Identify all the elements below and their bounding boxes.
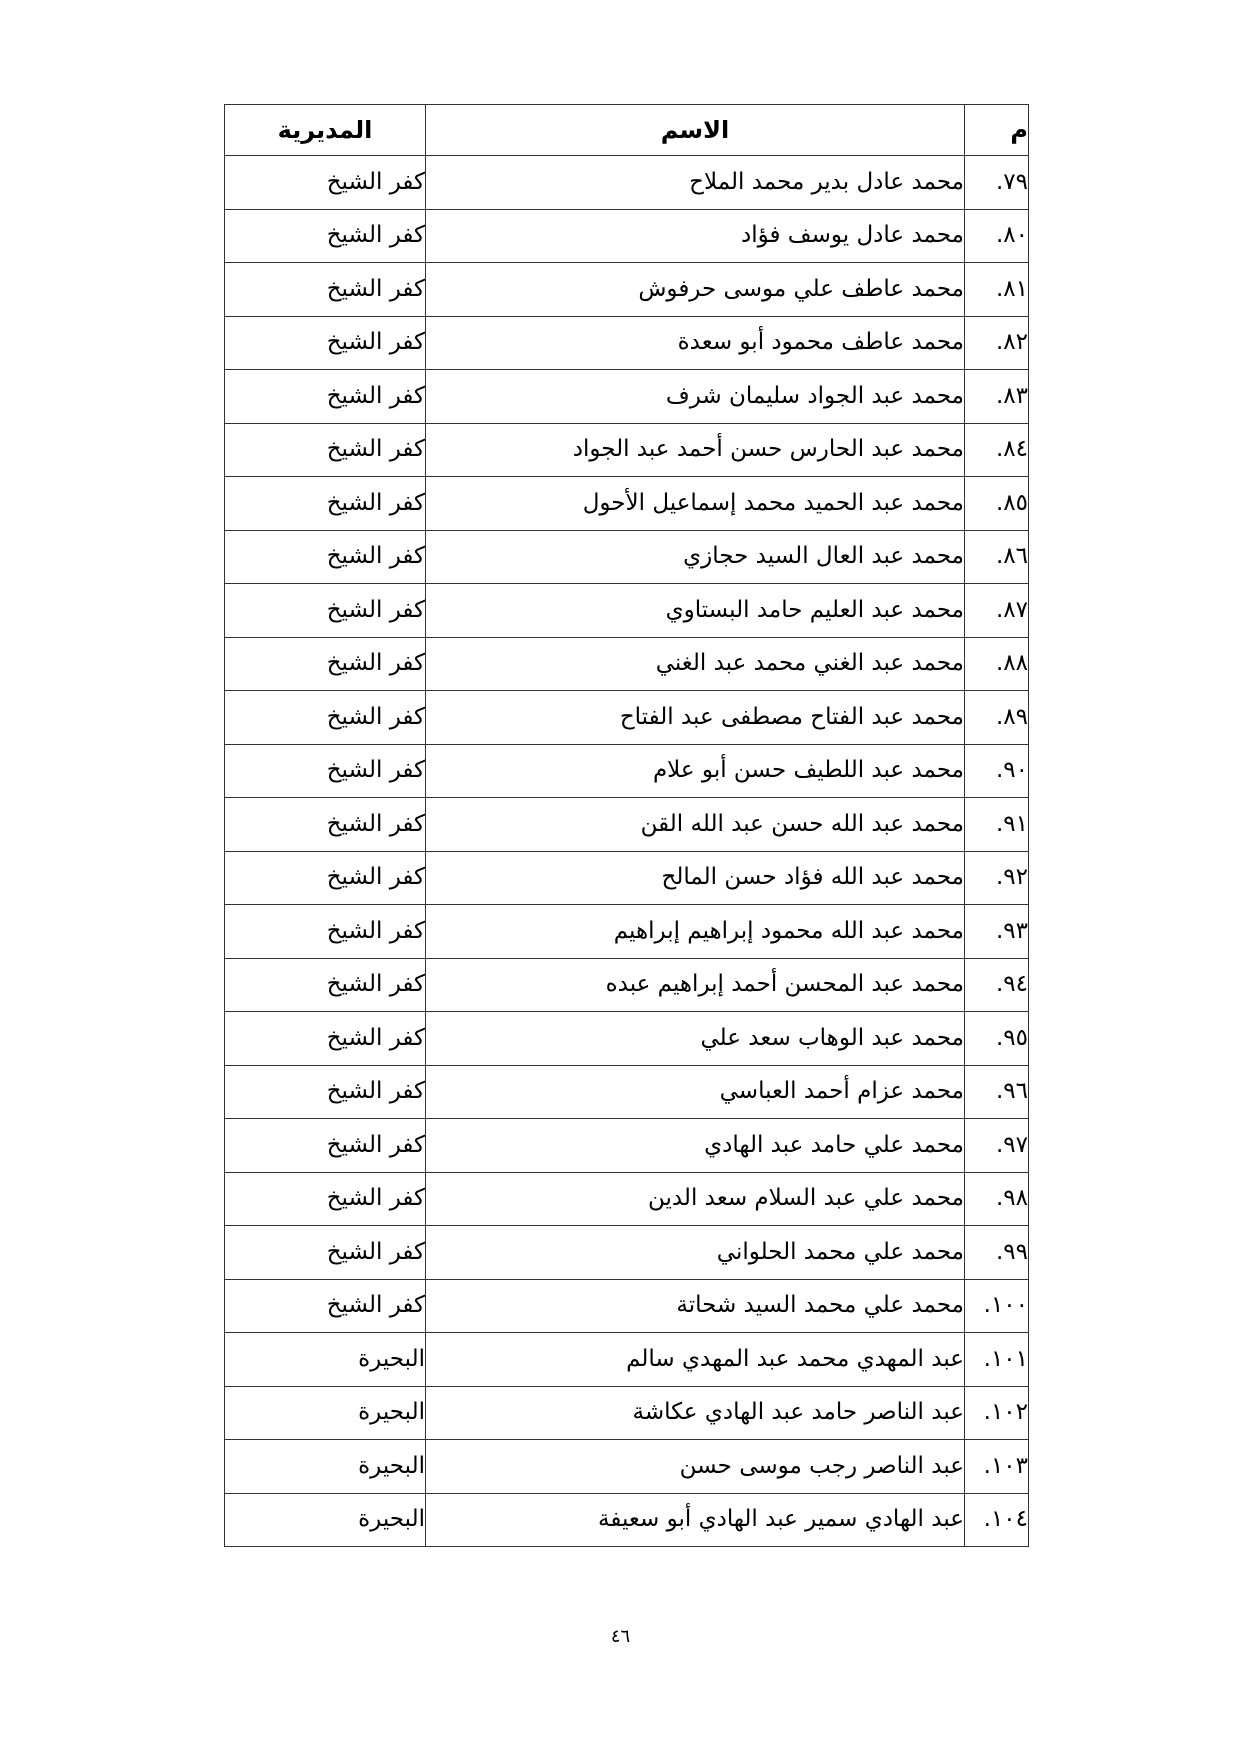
page-number: ٤٦ [610, 1626, 631, 1647]
row-directorate: كفر الشيخ [225, 637, 426, 691]
row-number: ٨٢. [965, 316, 1029, 370]
table-row [225, 798, 1029, 852]
table-row [225, 530, 1029, 584]
row-name: محمد عاطف علي موسى حرفوش [426, 263, 965, 317]
header-name: الاسم [426, 105, 965, 156]
row-name: محمد عادل يوسف فؤاد [426, 209, 965, 263]
table-header-row [225, 105, 1029, 156]
row-number: ١٠٢. [965, 1386, 1029, 1440]
row-number: ٩٧. [965, 1119, 1029, 1173]
row-name: محمد عبد العليم حامد البستاوي [426, 584, 965, 638]
row-directorate: كفر الشيخ [225, 1065, 426, 1119]
table-row [225, 691, 1029, 745]
row-directorate: كفر الشيخ [225, 958, 426, 1012]
table-row [225, 1065, 1029, 1119]
table-row [225, 370, 1029, 424]
table-row [225, 1119, 1029, 1173]
row-directorate: كفر الشيخ [225, 209, 426, 263]
row-name: عبد المهدي محمد عبد المهدي سالم [426, 1333, 965, 1387]
table-row [225, 1333, 1029, 1387]
table-row [225, 423, 1029, 477]
table-row [225, 1226, 1029, 1280]
table-row [225, 263, 1029, 317]
row-number: ٨٧. [965, 584, 1029, 638]
row-number: ١٠١. [965, 1333, 1029, 1387]
row-name: محمد عبد اللطيف حسن أبو علام [426, 744, 965, 798]
row-name: محمد عبد الجواد سليمان شرف [426, 370, 965, 424]
table-row [225, 477, 1029, 531]
row-number: ٩٩. [965, 1226, 1029, 1280]
table-row [225, 1493, 1029, 1547]
row-number: ٩١. [965, 798, 1029, 852]
row-directorate: كفر الشيخ [225, 1279, 426, 1333]
row-number: ١٠٣. [965, 1440, 1029, 1494]
row-number: ٩٢. [965, 851, 1029, 905]
row-directorate: كفر الشيخ [225, 905, 426, 959]
row-directorate: كفر الشيخ [225, 691, 426, 745]
row-name: محمد عبد المحسن أحمد إبراهيم عبده [426, 958, 965, 1012]
row-number: ٨٨. [965, 637, 1029, 691]
table-row [225, 958, 1029, 1012]
row-name: محمد عبد الحميد محمد إسماعيل الأحول [426, 477, 965, 531]
row-name: محمد عبد الله حسن عبد الله القن [426, 798, 965, 852]
row-directorate: كفر الشيخ [225, 1172, 426, 1226]
row-name: محمد علي عبد السلام سعد الدين [426, 1172, 965, 1226]
table-row [225, 851, 1029, 905]
row-name: عبد الناصر رجب موسى حسن [426, 1440, 965, 1494]
row-directorate: كفر الشيخ [225, 1012, 426, 1066]
row-name: عبد الهادي سمير عبد الهادي أبو سعيفة [426, 1493, 965, 1547]
table-row [225, 209, 1029, 263]
table-row [225, 316, 1029, 370]
row-number: ٨٠. [965, 209, 1029, 263]
row-name: محمد عبد الحارس حسن أحمد عبد الجواد [426, 423, 965, 477]
row-directorate: كفر الشيخ [225, 744, 426, 798]
header-directorate: المديرية [225, 105, 426, 156]
row-directorate: كفر الشيخ [225, 316, 426, 370]
row-name: محمد عبد الله فؤاد حسن المالح [426, 851, 965, 905]
row-directorate: البحيرة [225, 1333, 426, 1387]
table-row [225, 156, 1029, 210]
table-row [225, 1440, 1029, 1494]
row-directorate: البحيرة [225, 1440, 426, 1494]
row-name: عبد الناصر حامد عبد الهادي عكاشة [426, 1386, 965, 1440]
row-name: محمد علي محمد الحلواني [426, 1226, 965, 1280]
table-row [225, 1012, 1029, 1066]
row-number: ٨٤. [965, 423, 1029, 477]
row-name: محمد عبد الوهاب سعد علي [426, 1012, 965, 1066]
row-name: محمد عبد العال السيد حجازي [426, 530, 965, 584]
table-row [225, 744, 1029, 798]
row-directorate: كفر الشيخ [225, 851, 426, 905]
row-number: ٩٣. [965, 905, 1029, 959]
row-directorate: البحيرة [225, 1493, 426, 1547]
row-number: ٩٠. [965, 744, 1029, 798]
row-number: ٩٥. [965, 1012, 1029, 1066]
row-number: ٩٨. [965, 1172, 1029, 1226]
row-number: ٨٦. [965, 530, 1029, 584]
row-directorate: البحيرة [225, 1386, 426, 1440]
row-number: ٩٦. [965, 1065, 1029, 1119]
row-directorate: كفر الشيخ [225, 477, 426, 531]
table-row [225, 905, 1029, 959]
row-name: محمد عاطف محمود أبو سعدة [426, 316, 965, 370]
row-number: ٩٤. [965, 958, 1029, 1012]
names-table [224, 104, 1029, 1547]
row-number: ٨٥. [965, 477, 1029, 531]
row-directorate: كفر الشيخ [225, 1226, 426, 1280]
row-number: ٧٩. [965, 156, 1029, 210]
row-directorate: كفر الشيخ [225, 370, 426, 424]
table-row [225, 1386, 1029, 1440]
header-number: م [965, 105, 1029, 156]
row-name: محمد علي حامد عبد الهادي [426, 1119, 965, 1173]
row-number: ١٠٤. [965, 1493, 1029, 1547]
table-row [225, 637, 1029, 691]
table-row [225, 1279, 1029, 1333]
row-directorate: كفر الشيخ [225, 530, 426, 584]
table-body [225, 156, 1029, 1547]
row-directorate: كفر الشيخ [225, 423, 426, 477]
row-name: محمد عزام أحمد العباسي [426, 1065, 965, 1119]
row-directorate: كفر الشيخ [225, 156, 426, 210]
row-directorate: كفر الشيخ [225, 584, 426, 638]
row-number: ٨٩. [965, 691, 1029, 745]
row-name: محمد عبد الغني محمد عبد الغني [426, 637, 965, 691]
row-directorate: كفر الشيخ [225, 1119, 426, 1173]
table-row [225, 584, 1029, 638]
row-name: محمد عبد الفتاح مصطفى عبد الفتاح [426, 691, 965, 745]
row-directorate: كفر الشيخ [225, 798, 426, 852]
row-number: ٨٣. [965, 370, 1029, 424]
table-row [225, 1172, 1029, 1226]
row-number: ٨١. [965, 263, 1029, 317]
row-name: محمد علي محمد السيد شحاتة [426, 1279, 965, 1333]
row-name: محمد عادل بدير محمد الملاح [426, 156, 965, 210]
row-directorate: كفر الشيخ [225, 263, 426, 317]
row-name: محمد عبد الله محمود إبراهيم إبراهيم [426, 905, 965, 959]
row-number: ١٠٠. [965, 1279, 1029, 1333]
